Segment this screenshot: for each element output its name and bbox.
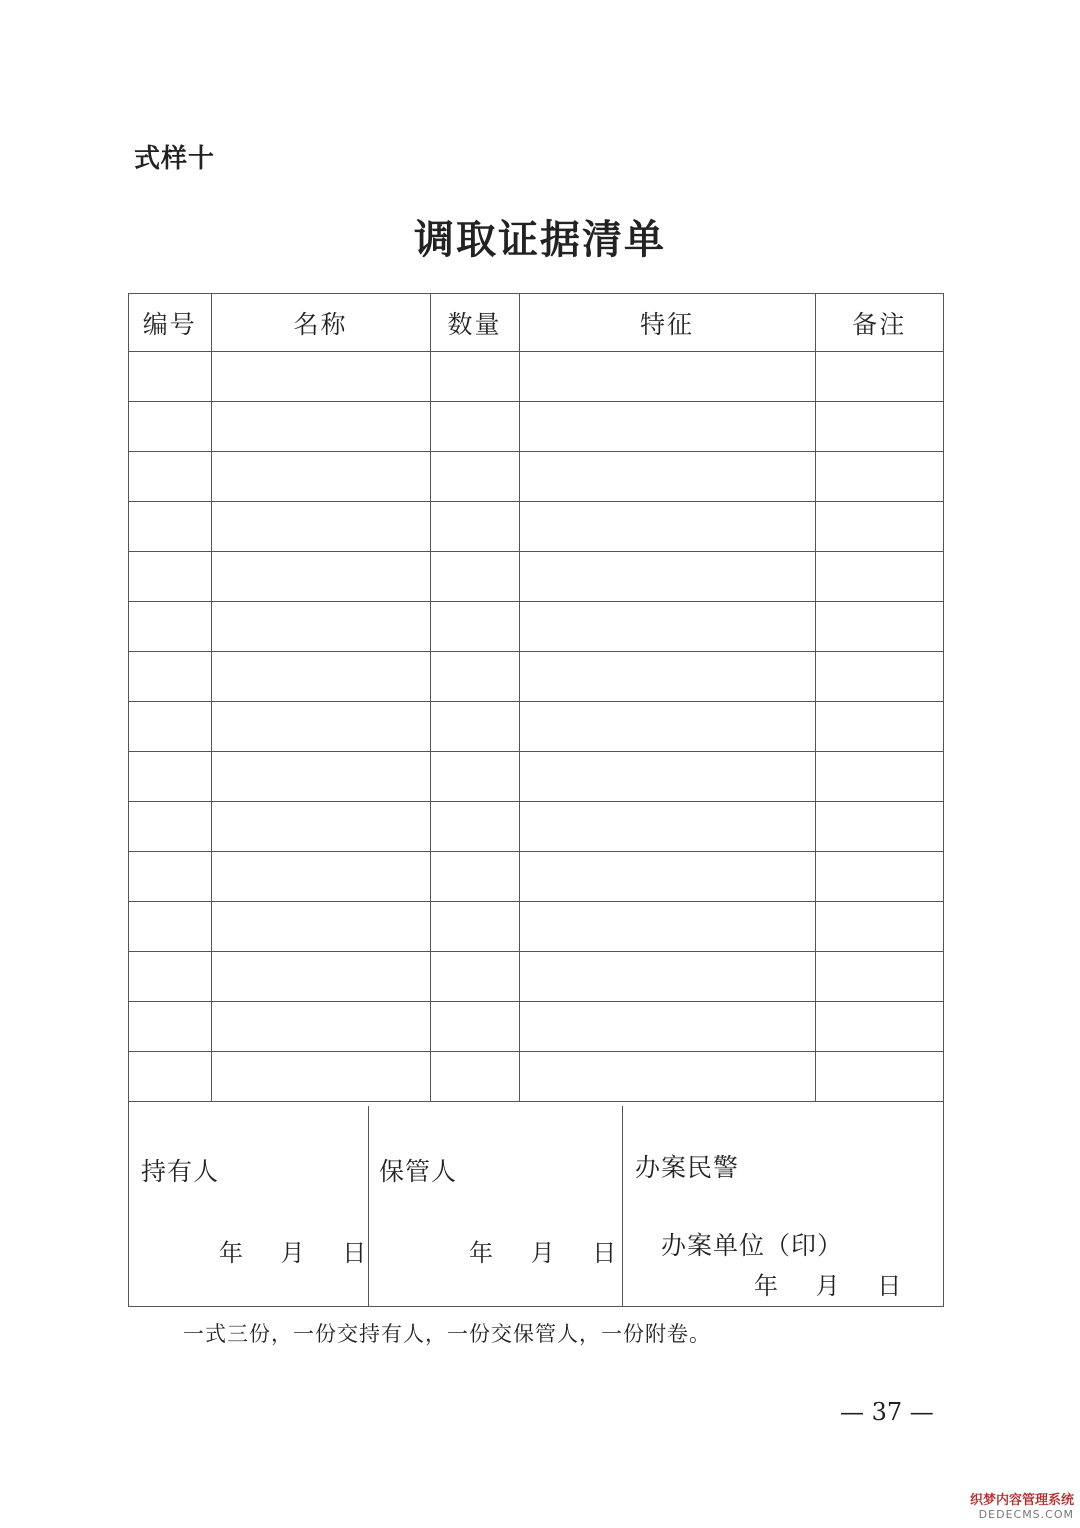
cell-features[interactable] [519, 902, 815, 952]
cell-remarks[interactable] [815, 852, 943, 902]
cell-features[interactable] [519, 752, 815, 802]
cell-name[interactable] [211, 602, 430, 652]
site-watermark [970, 1494, 1074, 1522]
officer-signature-cell [623, 1106, 943, 1306]
cell-remarks[interactable] [815, 652, 943, 702]
cell-quantity[interactable] [430, 1002, 519, 1052]
cell-remarks[interactable] [815, 752, 943, 802]
cell-number[interactable] [129, 602, 211, 652]
cell-quantity[interactable] [430, 952, 519, 1002]
officer-date: 年 月 日 [754, 1272, 906, 1300]
cell-features[interactable] [519, 652, 815, 702]
header-row [129, 294, 943, 352]
cell-name[interactable] [211, 552, 430, 602]
watermark-line2: DEDECMS.COM [978, 1508, 1074, 1522]
table-row [129, 752, 943, 802]
cell-features[interactable] [519, 502, 815, 552]
cell-number[interactable] [129, 352, 211, 402]
officer-unit-seal: 办案单位（印） [661, 1231, 844, 1260]
table-row [129, 902, 943, 952]
cell-name[interactable] [211, 852, 430, 902]
table-row [129, 652, 943, 702]
custodian-date: 年 月 日 [469, 1239, 621, 1267]
cell-name[interactable] [211, 902, 430, 952]
table-row [129, 852, 943, 902]
table-row [129, 602, 943, 652]
cell-name[interactable] [211, 952, 430, 1002]
table-row [129, 702, 943, 752]
cell-name[interactable] [211, 652, 430, 702]
cell-remarks[interactable] [815, 1052, 943, 1102]
cell-quantity[interactable] [430, 702, 519, 752]
cell-quantity[interactable] [430, 402, 519, 452]
cell-number[interactable] [129, 852, 211, 902]
cell-remarks[interactable] [815, 1002, 943, 1052]
cell-number[interactable] [129, 402, 211, 452]
holder-signature-cell [129, 1106, 369, 1306]
cell-features[interactable] [519, 452, 815, 502]
cell-quantity[interactable] [430, 502, 519, 552]
custodian-signature-cell [369, 1106, 623, 1306]
cell-quantity[interactable] [430, 552, 519, 602]
custodian-label: 保管人 [379, 1157, 458, 1186]
cell-number[interactable] [129, 502, 211, 552]
cell-name[interactable] [211, 802, 430, 852]
cell-features[interactable] [519, 602, 815, 652]
cell-remarks[interactable] [815, 552, 943, 602]
cell-remarks[interactable] [815, 902, 943, 952]
cell-features[interactable] [519, 802, 815, 852]
watermark-line1: 织梦内容管理系统 [969, 1493, 1074, 1509]
cell-name[interactable] [211, 502, 430, 552]
cell-name[interactable] [211, 452, 430, 502]
cell-remarks[interactable] [815, 952, 943, 1002]
cell-number[interactable] [129, 1052, 211, 1102]
cell-quantity[interactable] [430, 752, 519, 802]
cell-number[interactable] [129, 702, 211, 752]
table-row [129, 352, 943, 402]
holder-label: 持有人 [141, 1157, 220, 1186]
column-header-features: 特征 [519, 294, 815, 352]
cell-number[interactable] [129, 802, 211, 852]
cell-number[interactable] [129, 1002, 211, 1052]
cell-name[interactable] [211, 1002, 430, 1052]
table-row [129, 452, 943, 502]
cell-features[interactable] [519, 1002, 815, 1052]
cell-quantity[interactable] [430, 1052, 519, 1102]
cell-quantity[interactable] [430, 652, 519, 702]
cell-features[interactable] [519, 1052, 815, 1102]
cell-remarks[interactable] [815, 802, 943, 852]
cell-quantity[interactable] [430, 852, 519, 902]
cell-remarks[interactable] [815, 352, 943, 402]
evidence-grid [129, 294, 943, 1102]
column-header-number: 编号 [129, 294, 211, 352]
copies-footnote: 一式三份，一份交持有人，一份交保管人，一份附卷。 [183, 1322, 711, 1346]
document-title: 调取证据清单 [414, 216, 666, 263]
table-row [129, 502, 943, 552]
cell-remarks[interactable] [815, 502, 943, 552]
cell-name[interactable] [211, 352, 430, 402]
cell-number[interactable] [129, 952, 211, 1002]
table-row [129, 552, 943, 602]
column-header-name: 名称 [211, 294, 430, 352]
cell-features[interactable] [519, 552, 815, 602]
evidence-list-table [128, 293, 944, 1307]
cell-features[interactable] [519, 852, 815, 902]
column-header-remarks: 备注 [815, 294, 943, 352]
table-row [129, 1052, 943, 1102]
cell-remarks[interactable] [815, 702, 943, 752]
cell-features[interactable] [519, 702, 815, 752]
cell-number[interactable] [129, 752, 211, 802]
cell-name[interactable] [211, 402, 430, 452]
cell-features[interactable] [519, 352, 815, 402]
table-row [129, 1002, 943, 1052]
page-number: — 37 — [840, 1398, 934, 1426]
cell-name[interactable] [211, 702, 430, 752]
table-row [129, 402, 943, 452]
table-row [129, 802, 943, 852]
signature-row [129, 1106, 943, 1306]
cell-quantity[interactable] [430, 902, 519, 952]
column-header-quantity: 数量 [430, 294, 519, 352]
table-row [129, 952, 943, 1002]
cell-name[interactable] [211, 1052, 430, 1102]
cell-remarks[interactable] [815, 602, 943, 652]
cell-number[interactable] [129, 652, 211, 702]
cell-number[interactable] [129, 902, 211, 952]
cell-remarks[interactable] [815, 452, 943, 502]
cell-number[interactable] [129, 452, 211, 502]
cell-quantity[interactable] [430, 802, 519, 852]
cell-features[interactable] [519, 402, 815, 452]
cell-remarks[interactable] [815, 402, 943, 452]
cell-quantity[interactable] [430, 602, 519, 652]
holder-date: 年 月 日 [219, 1239, 371, 1267]
form-style-label: 式样十 [134, 144, 216, 174]
officer-label: 办案民警 [635, 1153, 740, 1182]
table-body [129, 352, 943, 1102]
cell-quantity[interactable] [430, 452, 519, 502]
cell-features[interactable] [519, 952, 815, 1002]
cell-number[interactable] [129, 552, 211, 602]
cell-quantity[interactable] [430, 352, 519, 402]
cell-name[interactable] [211, 752, 430, 802]
